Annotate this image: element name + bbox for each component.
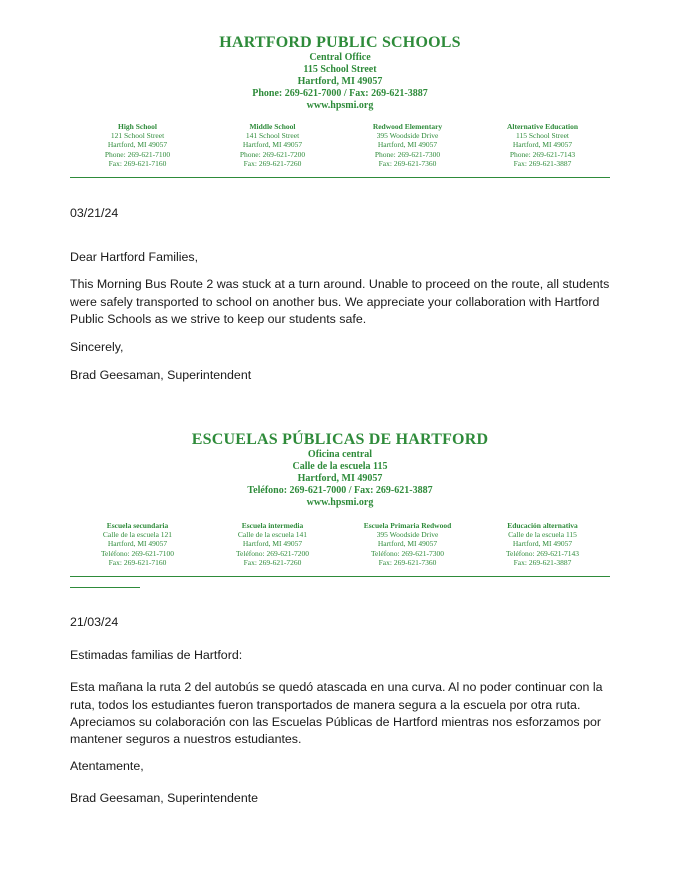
school-name: Escuela secundaria [106, 521, 169, 530]
school-name: High School [118, 122, 157, 131]
school-address: 395 Woodside Drive [376, 530, 439, 540]
english-letter-body [70, 205, 610, 384]
school-city: Hartford, MI 49057 [377, 140, 438, 150]
english-letterhead [70, 34, 610, 112]
spanish-short-divider [70, 587, 140, 588]
school-name: Escuela Primaria Redwood [363, 521, 452, 530]
english-greeting: Dear Hartford Families, [70, 250, 199, 265]
school-address: Calle de la escuela 121 [102, 530, 173, 540]
school-phone: Phone: 269-621-7200 [239, 149, 306, 159]
school-fax: Fax: 269-621-3887 [513, 557, 572, 567]
school-name: Escuela intermedia [241, 521, 304, 530]
school-name: Redwood Elementary [372, 122, 443, 131]
school-city: Hartford, MI 49057 [242, 539, 303, 549]
school-name: Educación alternativa [507, 521, 578, 530]
spanish-school-high [70, 521, 205, 567]
spanish-school-alternative [475, 521, 610, 567]
english-city: Hartford, MI 49057 [297, 76, 383, 87]
school-name: Alternative Education [506, 122, 579, 131]
english-divider [70, 177, 610, 178]
english-signature: Brad Geesaman, Superintendent [70, 368, 252, 383]
school-city: Hartford, MI 49057 [512, 140, 573, 150]
school-address: Calle de la escuela 141 [237, 530, 308, 540]
school-address: 395 Woodside Drive [376, 131, 439, 141]
spanish-closing: Atentamente, [70, 759, 144, 774]
spanish-website: www.hpsmi.org [306, 497, 374, 508]
english-district-title: HARTFORD PUBLIC SCHOOLS [219, 34, 461, 51]
school-phone: Teléfono: 269-621-7200 [235, 548, 309, 558]
english-school-directory [70, 122, 610, 168]
english-school-alternative [475, 122, 610, 168]
school-city: Hartford, MI 49057 [107, 140, 168, 150]
english-school-high [70, 122, 205, 168]
spanish-phone-fax: Teléfono: 269-621-7000 / Fax: 269-621-3887 [247, 485, 433, 496]
school-fax: Fax: 269-621-7160 [108, 557, 167, 567]
spanish-greeting: Estimadas familias de Hartford: [70, 648, 243, 663]
english-date: 03/21/24 [70, 206, 119, 220]
school-name: Middle School [249, 122, 296, 131]
school-fax: Fax: 269-621-3887 [513, 158, 572, 168]
school-fax: Fax: 269-621-7360 [378, 557, 437, 567]
english-school-redwood [340, 122, 475, 168]
spanish-office: Oficina central [307, 449, 373, 460]
spanish-letter-body [70, 614, 610, 808]
school-fax: Fax: 269-621-7360 [378, 158, 437, 168]
spanish-letterhead [70, 431, 610, 509]
spanish-divider [70, 576, 610, 577]
spanish-district-title: ESCUELAS PÚBLICAS DE HARTFORD [191, 431, 489, 448]
spanish-school-directory [70, 521, 610, 567]
spanish-message: Esta mañana la ruta 2 del autobús se quedó atascada en una curva. Al no poder continuar con la ruta, todos los estudiantes fueron transportados de manera segura a la escuela por otra ruta. Apreciamos su colaboración con las Escuelas Públicas de Hartford mientras nos esforzamos por mantener seguros a nuestros estudiantes. [70, 680, 603, 747]
school-city: Hartford, MI 49057 [107, 539, 168, 549]
school-phone: Phone: 269-621-7100 [104, 149, 171, 159]
school-address: 115 School Street [515, 131, 570, 141]
english-office: Central Office [309, 52, 371, 63]
spanish-school-middle [205, 521, 340, 567]
spanish-city: Hartford, MI 49057 [297, 473, 383, 484]
school-address: 121 School Street [110, 131, 165, 141]
english-closing: Sincerely, [70, 340, 124, 355]
school-city: Hartford, MI 49057 [377, 539, 438, 549]
spanish-date: 21/03/24 [70, 615, 119, 629]
school-city: Hartford, MI 49057 [242, 140, 303, 150]
school-phone: Teléfono: 269-621-7300 [370, 548, 444, 558]
spanish-school-redwood [340, 521, 475, 567]
school-fax: Fax: 269-621-7260 [243, 158, 302, 168]
spanish-signature: Brad Geesaman, Superintendente [70, 791, 259, 806]
english-message: This Morning Bus Route 2 was stuck at a turn around. Unable to proceed on the route, all students were safely transported to school on another bus. We appreciate your collaboration with Hartford Public Schools as we strive to keep our students safe. [70, 277, 610, 326]
school-address: 141 School Street [245, 131, 300, 141]
english-website: www.hpsmi.org [306, 100, 374, 111]
english-phone-fax: Phone: 269-621-7000 / Fax: 269-621-3887 [252, 88, 428, 99]
school-phone: Phone: 269-621-7300 [374, 149, 441, 159]
school-fax: Fax: 269-621-7160 [108, 158, 167, 168]
school-fax: Fax: 269-621-7260 [243, 557, 302, 567]
school-phone: Phone: 269-621-7143 [509, 149, 576, 159]
school-phone: Teléfono: 269-621-7143 [505, 548, 579, 558]
school-address: Calle de la escuela 115 [508, 530, 577, 540]
english-street: 115 School Street [303, 64, 377, 75]
school-phone: Teléfono: 269-621-7100 [100, 548, 174, 558]
school-city: Hartford, MI 49057 [512, 539, 573, 549]
english-school-middle [205, 122, 340, 168]
spanish-street: Calle de la escuela 115 [292, 461, 388, 472]
